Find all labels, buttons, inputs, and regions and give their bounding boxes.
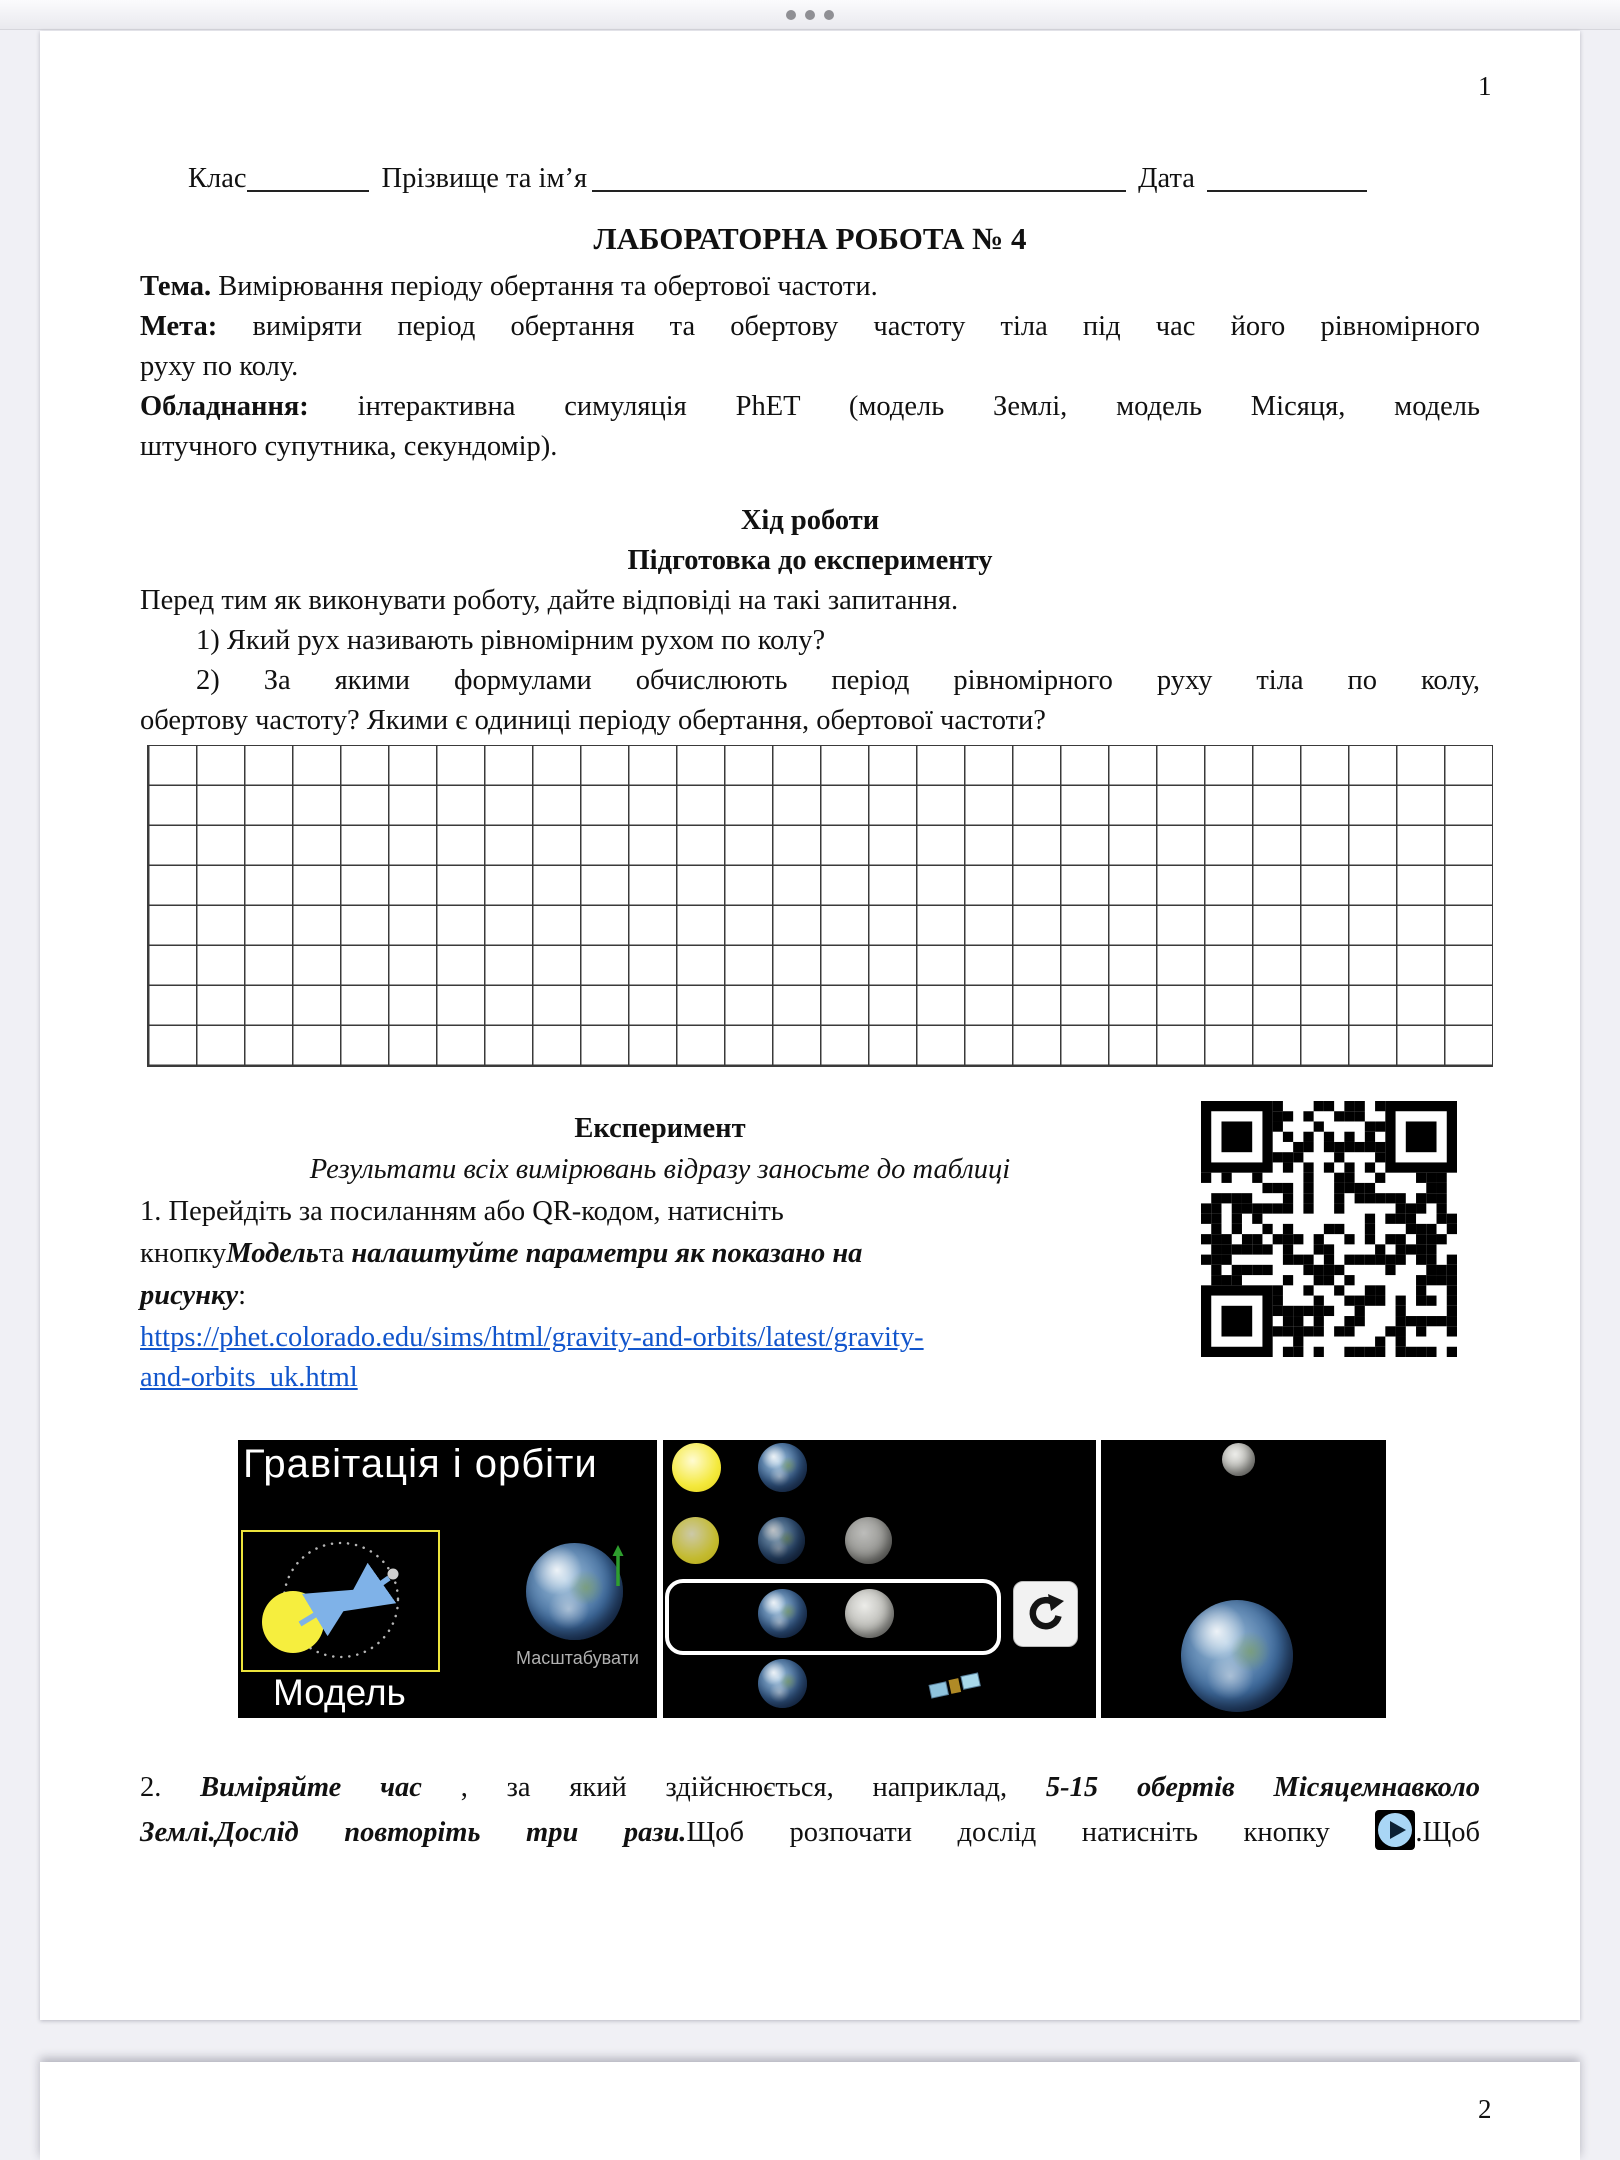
step1-line1: 1. Перейдіть за посиланням або QR-кодом, натисніть: [140, 1196, 784, 1227]
meta-line1: Мета: виміряти період обертання та обертову частоту тіла під час його рівномірного: [140, 311, 1481, 342]
page-1: [40, 31, 1580, 2020]
qr-code: [1193, 1093, 1465, 1369]
earth-icon: [758, 1659, 807, 1708]
page-number: 2: [1478, 2094, 1492, 2124]
date-label: Дата: [1138, 163, 1195, 194]
pidhotovka-heading: Підготовка до експерименту: [627, 545, 993, 576]
sim-left-panel: [238, 1440, 657, 1718]
planet-icon: [388, 1569, 399, 1580]
play-button-icon: [1375, 1810, 1415, 1850]
reset-icon: [1024, 1592, 1068, 1636]
name-blank: [592, 190, 1126, 192]
page-number: 1: [1478, 71, 1492, 101]
sim-link-line2[interactable]: and-orbits_uk.html: [140, 1362, 358, 1393]
obladnannya-line1: Обладнання: інтерактивна симуляція PhET (модель Землі, модель Місяця, модель: [140, 391, 1480, 422]
scale-label: Масштабувати: [516, 1648, 639, 1668]
question-2-line2: обертову частоту? Якими є одиниці періоду обертання, обертової частоти?: [140, 705, 1046, 736]
selected-mode-box: [665, 1579, 1001, 1655]
rezultaty-note: Результати всіх вимірювань відразу заносьте до таблиці: [309, 1154, 1011, 1185]
name-label: Прізвище та ім’я: [381, 163, 588, 194]
sim-space-view-panel: [1101, 1440, 1386, 1718]
more-options-icon[interactable]: [786, 10, 834, 20]
tema-line: Тема. Вимірювання періоду обертання та обертової частоти.: [140, 271, 878, 302]
class-label: Клас: [188, 163, 247, 194]
answer-grid: [147, 745, 1493, 1067]
sun-icon: [262, 1591, 324, 1653]
sun-icon: [672, 1517, 719, 1564]
earth-icon: [526, 1543, 623, 1640]
header-line: [188, 159, 1498, 199]
question-2-line1: 2) За якими формулами обчислюють період рівномірного руху тіла по колу,: [196, 665, 1480, 696]
scale-slider-arrow-icon: [610, 1544, 626, 1588]
sim-title: Гравітація і орбіти: [243, 1442, 598, 1486]
satellite-icon: [927, 1668, 983, 1706]
orbit-diagram: [243, 1532, 438, 1670]
model-mode-option: [241, 1530, 440, 1672]
sim-link-line1[interactable]: https://phet.colorado.edu/sims/html/gravity-and-orbits/latest/gravity-: [140, 1322, 924, 1353]
earth-icon: [758, 1443, 807, 1492]
khid-roboty-heading: Хід роботи: [740, 505, 880, 536]
earth-icon: [1181, 1600, 1293, 1712]
sim-body-selector-panel: [663, 1440, 1096, 1718]
page-2: [40, 2062, 1580, 2160]
pered-tym-line: Перед тим як виконувати роботу, дайте відповіді на такі запитання.: [140, 585, 959, 616]
question-1: 1) Який рух називають рівномірним рухом по колу?: [196, 625, 826, 656]
date-blank: [1207, 190, 1367, 192]
moon-icon: [1222, 1443, 1255, 1476]
moon-icon: [845, 1517, 892, 1564]
qr-code-svg: [1201, 1101, 1457, 1357]
step2-line1: 2. Виміряйте час , за який здійснюється, наприклад, 5-15 обертів Місяцемнавколо: [140, 1772, 1481, 1803]
earth-icon: [758, 1517, 805, 1564]
class-blank: [247, 190, 369, 192]
moon-icon: [845, 1589, 894, 1638]
earth-icon: [758, 1589, 807, 1638]
step1-line2: кнопкуМодельта налаштуйте параметри як показано на: [140, 1238, 863, 1269]
reset-button: [1013, 1581, 1078, 1647]
step1-line3: рисунку:: [140, 1280, 247, 1311]
sun-icon: [672, 1443, 721, 1492]
step2-line2: Землі.Дослід повторіть три рази.Щоб розпочати дослід натисніть кнопку .Щоб: [140, 1810, 1480, 1853]
doc-title: ЛАБОРАТОРНА РОБОТА № 4: [593, 221, 1027, 256]
obladnannya-line2: штучного супутника, секундомір).: [140, 431, 558, 462]
eksperyment-heading: Експеримент: [574, 1113, 746, 1144]
model-mode-label: Модель: [273, 1672, 406, 1713]
window-titlebar: [0, 0, 1620, 30]
meta-line2: руху по колу.: [140, 351, 299, 382]
phet-simulation-screenshot: [238, 1440, 1386, 1718]
